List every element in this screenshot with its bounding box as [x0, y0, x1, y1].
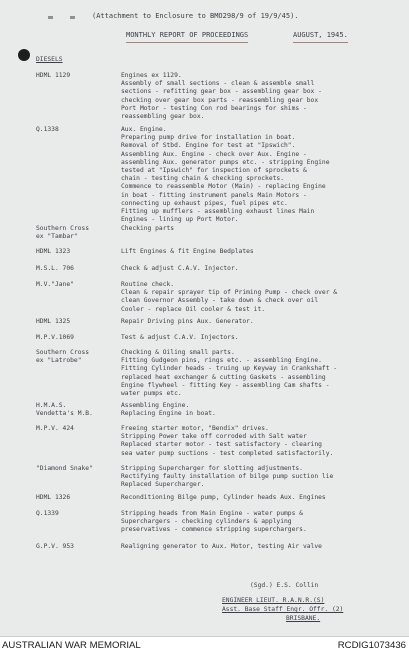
archive-record-id: RCDIG1073436 [337, 640, 406, 651]
vessel-name: Southern Cross ex "Latrobe" [36, 349, 90, 365]
work-description: Routine check. Clean & repair sprayer tip of Priming Pump - check over & clean Governor Assembly - take down & check over oil Cooler - replace Oil cooler & test it. [121, 281, 338, 313]
vessel-name: HDML 1325 [36, 318, 71, 325]
vessel-name: Q.1339 [36, 510, 59, 517]
section-heading: DIESELS [36, 56, 63, 63]
vessel-name: G.P.V. 953 [36, 543, 74, 550]
punch-hole [18, 49, 30, 61]
vessel-name: HDML 1323 [36, 248, 71, 255]
vessel-name: M.S.L. 706 [36, 265, 74, 272]
vessel-name: M.V."Jane" [36, 281, 74, 288]
work-description: Stripping heads from Main Engine - water pumps & Superchargers - checking cylinders & applying preservatives - commence stripping superchargers. [121, 510, 307, 534]
vessel-name: HDML 1129 [36, 72, 71, 79]
work-description: Realigning generator to Aux. Motor, testing Air valve [121, 543, 322, 550]
signature-rank: ENGINEER LIEUT. R.A.N.R.(S) [222, 597, 325, 604]
work-description: Freeing starter motor, "Bendix" drives. Stripping Power take off corroded with Salt water Replaced starter motor - test satisfactory - clearing sea water pump suctions - test completed satisfactorily. [121, 425, 334, 457]
signature-name: (Sgd.) E.S. Collin [250, 582, 319, 589]
work-description: Aux. Engine. Preparing pump drive for installation in boat. Removal of Stbd. Engine for test at "Ipswich". Assembling Aux. Engine - check over Aux. Engine - assembling Aux. generator pumps etc. - stripping Engine tested at "Ipswich" for inspection of sprockets & chain - testing chain & checking sprockets. Commence to reassemble Motor (Main) - replacing Engine in boat - fitting instrument panels Main Motors - connecting up exhaust pipes, fuel pipes etc. Fitting up mufflers - assembling exhaust lines Main Engines - lining up Port Motor. [121, 126, 330, 224]
vessel-name: "Diamond Snake" [36, 465, 93, 472]
work-description: Reconditioning Bilge pump, Cylinder heads Aux. Engines [121, 494, 326, 501]
archive-name: AUSTRALIAN WAR MEMORIAL [2, 640, 141, 651]
report-title: MONTHLY REPORT OF PROCEEDINGS [126, 31, 249, 39]
work-description: Checking parts [121, 225, 175, 232]
work-description: Checking & Oiling small parts. Fitting Gudgeon pins, rings etc. - assembling Engine. Fitting Cylinder heads - truing up Keyway in Crankshaft - replaced heat exchanger & cutting Gaskets - assembling Engine flywheel - fitting Key - assembling Cam shafts - water pumps etc. [121, 349, 338, 398]
report-date: AUGUST, 1945. [293, 31, 348, 39]
vessel-name: HDML 1326 [36, 494, 71, 501]
date-underline [293, 42, 348, 43]
work-description: Stripping Supercharger for slotting adjustments. Rectifying faulty installation of bilge pump suction lie Replaced Supercharger. [121, 465, 334, 489]
work-description: Repair Driving pins Aux. Generator. [121, 318, 254, 325]
ink-mark [70, 16, 75, 19]
vessel-name: Southern Cross ex "Tambar" [36, 225, 90, 241]
signature-position: Asst. Base Staff Engr. Offr. (2) [222, 606, 344, 613]
vessel-name: H.M.A.S. Vendetta's M.B. [36, 402, 93, 418]
archive-footer [0, 636, 409, 654]
work-description: Check & adjust C.A.V. Injector. [121, 265, 239, 272]
vessel-name: M.P.V.1069 [36, 334, 74, 341]
work-description: Assembling Engine. Replacing Engine in boat. [121, 402, 216, 418]
title-underline [126, 42, 248, 43]
signature-location: BRISBANE. [286, 615, 321, 622]
attachment-note: (Attachment to Enclosure to BMO298/9 of 19/9/45). [92, 12, 299, 20]
work-description: Test & adjust C.A.V. Injectors. [121, 334, 239, 341]
work-description: Lift Engines & fit Engine Bedplates [121, 248, 254, 255]
vessel-name: M.P.V. 424 [36, 425, 74, 432]
vessel-name: Q.1338 [36, 126, 59, 133]
work-description: Engines ex 1129. Assembly of small sections - clean & assemble small sections - refitting gear box - assembling gear box - checking over gear box parts - reassembling gear box Port Motor - testing Con rod bearings for shims - reassembling gear box. [121, 72, 322, 121]
ink-mark [48, 16, 53, 19]
